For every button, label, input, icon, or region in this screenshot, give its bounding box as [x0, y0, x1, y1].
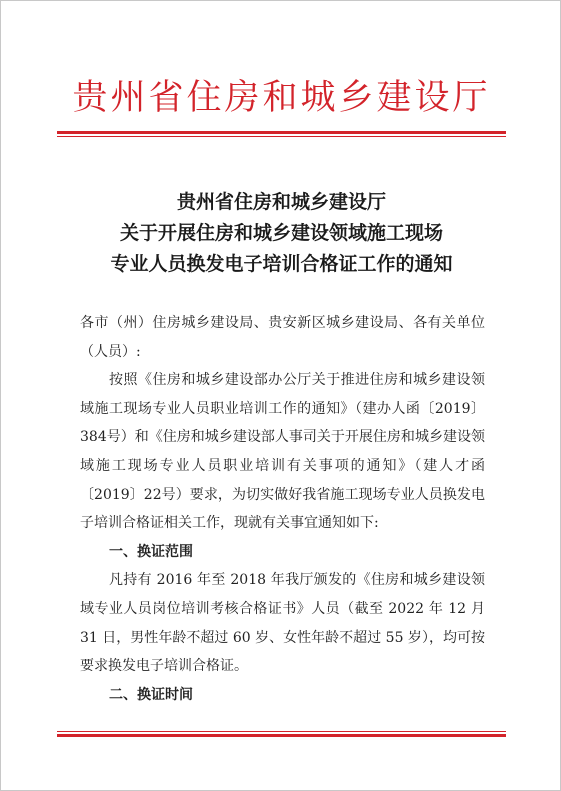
document-body [80, 309, 485, 709]
section-1-paragraph: 凡持有 2016 年至 2018 年我厅颁发的《住房和城乡建设领域专业人员岗位培训考核合格证书》人员（截至 2022 年 12 月 31 日，男性年龄不超过 60 岁、女性年龄不超过 55 岁），均可按要求换发电子培训合格证。 [80, 572, 485, 675]
section-1-heading: 一、换证范围 [109, 543, 193, 560]
red-divider-bottom-thick [57, 734, 506, 737]
addressee-paragraph: 各市（州）住房城乡建设局、贵安新区城乡建设局、各有关单位（人员）: [80, 315, 485, 360]
issuing-authority-header: 贵州省住房和城乡建设厅 [72, 78, 491, 118]
document-title [61, 187, 502, 280]
red-divider-top-thick [57, 131, 506, 134]
red-divider-bottom-thin [57, 731, 506, 732]
red-divider-top-thin [57, 136, 506, 137]
title-line-2: 关于开展住房和城乡建设领域施工现场 [119, 222, 443, 244]
title-line-1: 贵州省住房和城乡建设厅 [176, 191, 386, 213]
intro-paragraph: 按照《住房和城乡建设部办公厅关于推进住房和城乡建设领域施工现场专业人员职业培训工作的通知》（建办人函〔2019〕384号）和《住房和城乡建设部人事司关于开展住房和城乡建设领域施工现场专业人员职业培训有关事项的通知》（建人才函〔2019〕22号）要求，为切实做好我省施工现场专业人员换发电子培训合格证相关工作，现就有关事宜通知如下: [80, 372, 485, 532]
title-line-3: 专业人员换发电子培训合格证工作的通知 [110, 253, 453, 275]
section-2-heading: 二、换证时间 [109, 686, 193, 703]
